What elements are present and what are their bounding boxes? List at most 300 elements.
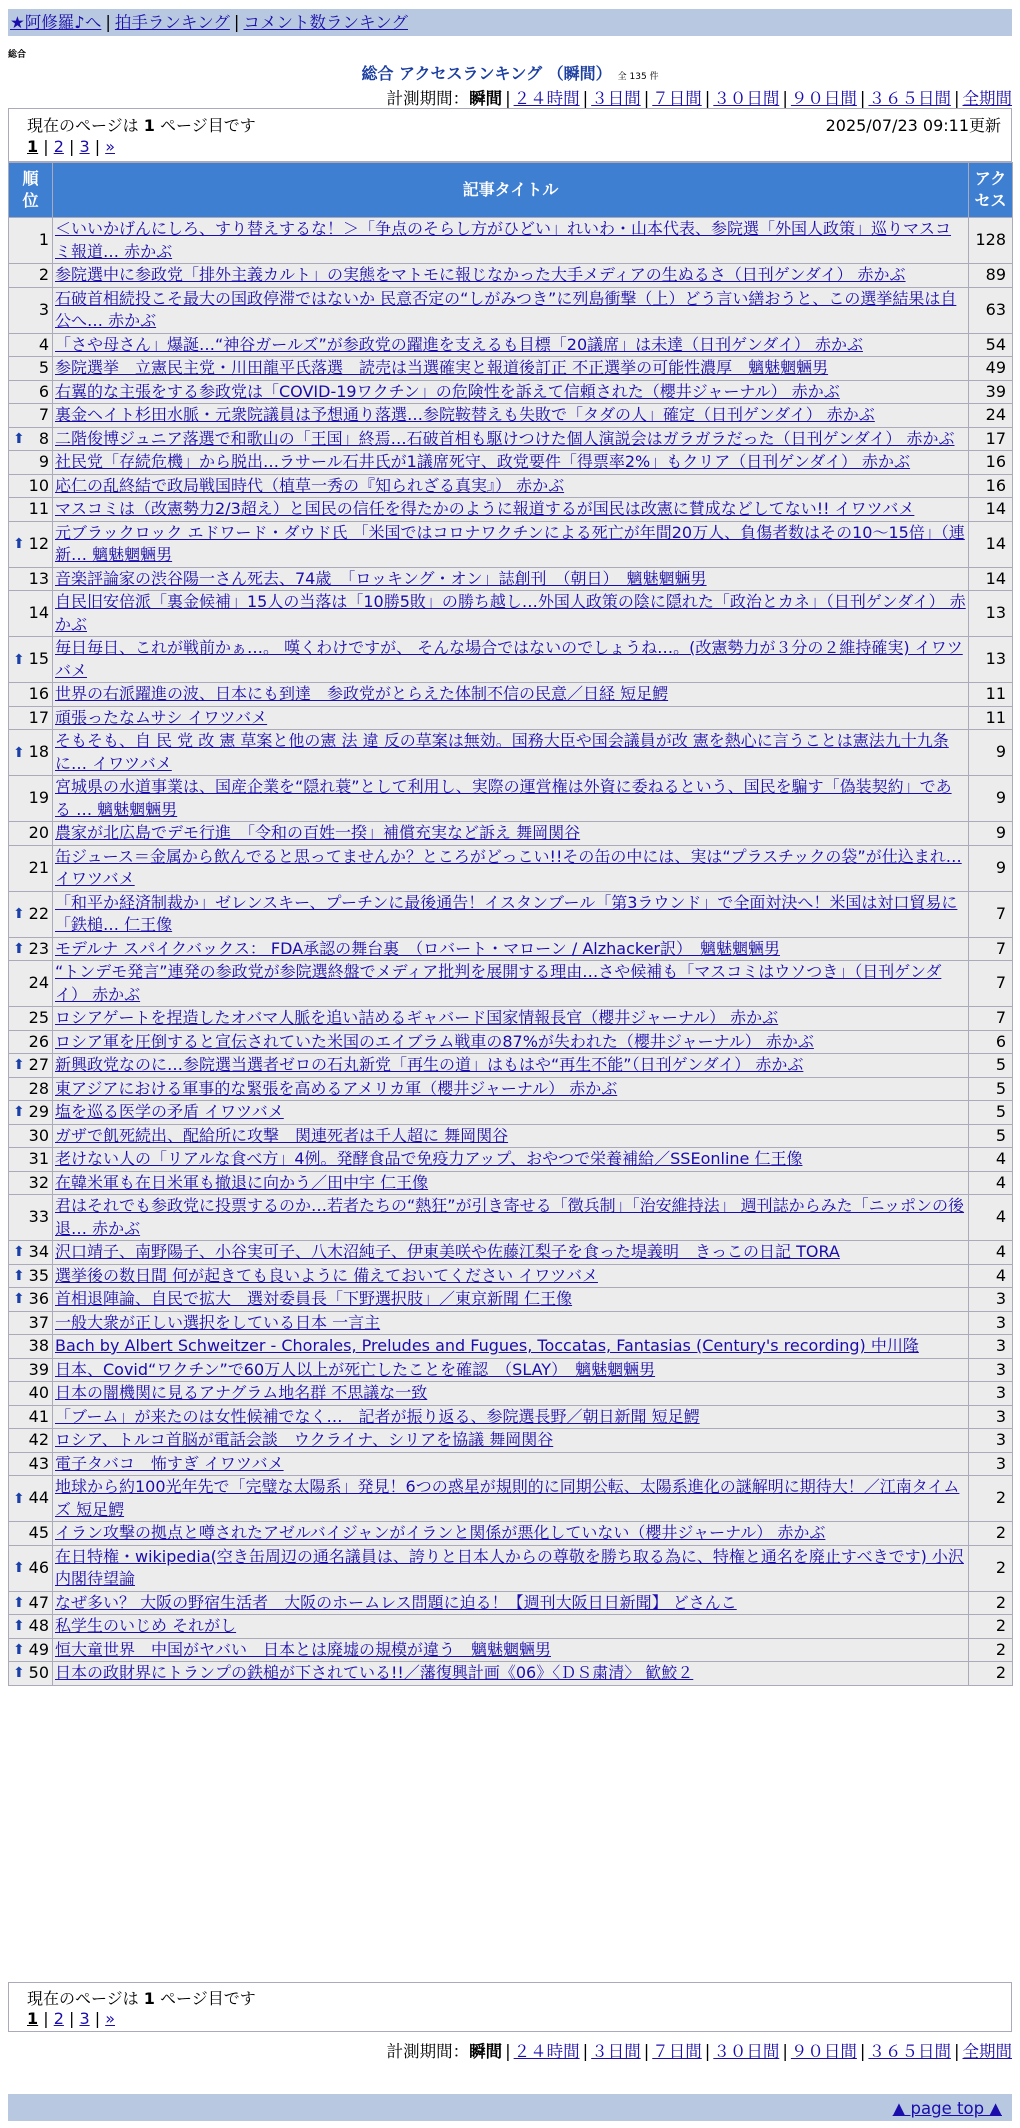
article-title-link[interactable]: 農家が北広島でデモ行進 「令和の百姓一揆」補償充実など訴え 舞岡関谷 — [55, 823, 581, 842]
rank-up-arrow-icon: ⬆ — [13, 1618, 25, 1634]
table-row — [9, 1171, 1013, 1195]
access-count: 9 — [969, 822, 1013, 846]
pager-page-link[interactable]: 2 — [53, 2009, 64, 2028]
title-cell — [53, 404, 969, 428]
access-count: 2 — [969, 1615, 1013, 1639]
period-link-1[interactable]: ３日間 — [591, 2042, 641, 2061]
rank-cell — [9, 1382, 53, 1406]
table-row — [9, 683, 1013, 707]
table-row — [9, 937, 1013, 961]
article-title-link[interactable]: 私学生のいじめ それがし — [55, 1616, 237, 1635]
table-row — [9, 357, 1013, 381]
article-title-link[interactable]: 「ブーム」が来たのは女性候補でなく… 記者が振り返る、参院選長野／朝日新聞 短足鰐 — [55, 1406, 700, 1426]
title-cell — [53, 776, 969, 822]
article-title-link[interactable]: 在韓米軍も在日米軍も撤退に向かう／田中宇 仁王像 — [55, 1172, 429, 1192]
rank-cell — [9, 822, 53, 846]
article-title-link[interactable]: 新興政党なのに…参院選当選者ゼロの石丸新党「再生の道」はもはや“再生不能”（日刊ゲンダイ） 赤かぶ — [55, 1055, 804, 1074]
period-separator: | — [704, 89, 711, 108]
period-separator: | — [505, 89, 511, 108]
rank-cell — [9, 218, 53, 264]
access-count: 6 — [969, 1030, 1013, 1054]
rank-up-arrow-icon: ⬆ — [13, 1291, 25, 1307]
col-rank-header: 順 位 — [9, 163, 53, 218]
pager-separator: | — [63, 2009, 80, 2028]
title-cell — [53, 961, 969, 1007]
rank-number: 8 — [38, 428, 49, 448]
pager-bottom — [27, 2009, 115, 2028]
title-cell — [53, 1054, 969, 1078]
table-row — [9, 1591, 1013, 1615]
rank-cell — [9, 706, 53, 730]
period-link-2[interactable]: ７日間 — [652, 89, 702, 108]
nav-separator: | — [233, 13, 240, 32]
article-title-link[interactable]: 世界の右派躍進の波、日本にも到達 参政党がとらえた体制不信の民意／日経 短足鰐 — [55, 684, 669, 703]
rank-number: 36 — [28, 1289, 49, 1308]
rank-number: 12 — [28, 533, 49, 553]
col-count-header: アク セス — [969, 163, 1013, 218]
rank-cell — [9, 637, 53, 683]
rank-number: 27 — [28, 1055, 49, 1074]
article-title-link[interactable]: 二階俊博ジュニア落選で和歌山の「王国」終焉…石破首相も駆けつけた個人演説会はガラガラだった（日刊ゲンダイ） 赤かぶ — [55, 428, 955, 448]
title-cell — [53, 357, 969, 381]
article-title-link[interactable]: 地球から約100光年先で「完璧な太陽系」発見！6つの惑星が規則的に同期公転、太陽系進化の謎解明に期待大！／江南タイムズ 短足鰐 — [55, 1477, 960, 1519]
article-title-link[interactable]: 頑張ったなムサシ イワツバメ — [55, 707, 268, 727]
title-cell — [53, 1591, 969, 1615]
rank-number: 25 — [28, 1008, 49, 1027]
rank-number: 9 — [38, 452, 49, 471]
access-count: 16 — [969, 474, 1013, 498]
page-top-link[interactable]: ▲ page top ▲ — [892, 2099, 1002, 2118]
article-title-link[interactable]: 恒大童世界 中国がヤバい 日本とは廃墟の規模が違う 魑魅魍魎男 — [55, 1639, 552, 1659]
rank-cell — [9, 380, 53, 404]
period-link-4[interactable]: ９０日間 — [790, 2042, 857, 2061]
rank-number: 26 — [28, 1031, 49, 1051]
title-cell — [53, 451, 969, 475]
rank-up-arrow-icon: ⬆ — [13, 1267, 25, 1284]
title-cell — [53, 474, 969, 498]
pager-next-link[interactable]: » — [105, 2009, 115, 2028]
rank-cell — [9, 1148, 53, 1172]
article-title-link[interactable]: 参院選挙 立憲民主党・川田龍平氏落選 読売は当選確実と報道後訂正 不正選挙の可能性濃厚 魑魅魍魎男 — [55, 358, 829, 377]
article-title-link[interactable]: 沢口靖子、南野陽子、小谷実可子、八木沼純子、伊東美咲や佐藤江梨子を食った堤義明 きっこの日記 TORA — [55, 1242, 840, 1261]
article-title-link[interactable]: そもそも、自 民 党 改 憲 草案と他の憲 法 違 反の草案は無効。国務大臣や国会議員が改 憲を熱心に言うことは憲法九十九条に… イワツバメ — [55, 731, 949, 773]
article-title-link[interactable]: 元ブラックロック エドワード・ダウド氏 「米国ではコロナワクチンによる死亡が年間20万人、負傷者数はその10～15倍」（連新… 魑魅魍魎男 — [55, 522, 965, 564]
pager-current-page[interactable]: 1 — [27, 2009, 39, 2028]
article-title-link[interactable]: 「さや母さん」爆誕…“神谷ガールズ”が参政党の躍進を支えるも目標「20議席」は未達（日刊ゲンダイ） 赤かぶ — [55, 334, 863, 354]
rank-number: 40 — [28, 1383, 49, 1402]
table-row — [9, 1615, 1013, 1639]
period-link-6[interactable]: 全期間 — [962, 2042, 1012, 2061]
rank-up-arrow-icon: ⬆ — [13, 940, 25, 957]
access-count: 3 — [969, 1335, 1013, 1359]
rank-number: 46 — [28, 1557, 49, 1577]
rank-up-arrow-icon: ⬆ — [13, 430, 25, 447]
table-row — [9, 1054, 1013, 1078]
period-separator: | — [953, 2042, 960, 2061]
rank-number: 24 — [28, 973, 49, 993]
pager-top — [27, 137, 115, 156]
period-link-5[interactable]: ３６５日間 — [868, 89, 951, 108]
title-cell — [53, 1077, 969, 1101]
article-title-link[interactable]: 裏金ヘイト杉田水脈・元衆院議員は予想通り落選…参院鞍替えも失敗で「タダの人」確定（日刊ゲンダイ） 赤かぶ — [55, 405, 875, 424]
title-cell — [53, 1358, 969, 1382]
access-count: 16 — [969, 451, 1013, 475]
access-count: 14 — [969, 521, 1013, 567]
title-cell — [53, 1030, 969, 1054]
access-count: 9 — [969, 845, 1013, 891]
period-link-5[interactable]: ３６５日間 — [868, 2042, 951, 2061]
rank-number: 35 — [28, 1265, 49, 1285]
rank-number: 34 — [28, 1242, 49, 1261]
table-row — [9, 1358, 1013, 1382]
rank-number: 7 — [38, 405, 49, 424]
article-title-link[interactable]: ＜いいかげんにしろ、すり替えするな！＞「争点のそらし方がひどい」れいわ・山本代表、参院選「外国人政策」巡りマスコミ報道… 赤かぶ — [55, 219, 952, 261]
title-cell — [53, 1382, 969, 1406]
rank-number: 6 — [38, 381, 49, 401]
table-row — [9, 1148, 1013, 1172]
period-link-0[interactable]: ２４時間 — [513, 89, 580, 108]
page-info-box-top — [8, 108, 1012, 162]
rank-number: 50 — [28, 1663, 49, 1682]
title-cell — [53, 287, 969, 333]
rank-up-arrow-icon: ⬆ — [13, 744, 25, 761]
table-row — [9, 1264, 1013, 1288]
access-count: 5 — [969, 1054, 1013, 1078]
article-title-link[interactable]: 参院選中に参政党「排外主義カルト」の実態をマトモに報じなかった大手メディアの生ぬるさ（日刊ゲンダイ） 赤かぶ — [55, 265, 906, 284]
rank-number: 41 — [28, 1406, 49, 1426]
title-cell — [53, 380, 969, 404]
rank-cell — [9, 474, 53, 498]
access-count: 13 — [969, 591, 1013, 637]
article-title-link[interactable]: ロシア軍を圧倒すると宣伝されていた米国のエイブラム戦車の87%が失われた（櫻井ジャーナル） 赤かぶ — [55, 1031, 814, 1051]
rank-cell — [9, 498, 53, 522]
pager-page-link[interactable]: 3 — [79, 137, 90, 156]
rank-up-arrow-icon: ⬆ — [13, 905, 25, 922]
table-row — [9, 1335, 1013, 1359]
access-count: 3 — [969, 1405, 1013, 1429]
rank-number: 22 — [28, 903, 49, 923]
title-cell — [53, 1195, 969, 1241]
table-row — [9, 1241, 1013, 1265]
rank-cell — [9, 1476, 53, 1522]
rank-number: 49 — [28, 1639, 49, 1659]
rank-number: 42 — [28, 1430, 49, 1449]
table-row — [9, 1545, 1013, 1591]
table-row — [9, 1476, 1013, 1522]
period-current: 瞬間 — [469, 89, 503, 108]
rank-cell — [9, 891, 53, 937]
article-title-link[interactable]: 音楽評論家の渋谷陽一さん死去、74歳 「ロッキング・オン」誌創刊 （朝日） 魑魅魍魎男 — [55, 568, 707, 588]
title-cell — [53, 637, 969, 683]
rank-number: 29 — [28, 1102, 49, 1121]
rank-cell — [9, 1638, 53, 1662]
title-cell — [53, 333, 969, 357]
table-row — [9, 1311, 1013, 1335]
article-title-link[interactable]: 日本の闇機関に見るアナグラム地名群 不思議な一致 — [55, 1383, 428, 1402]
period-label: 計測期間： — [386, 89, 470, 108]
table-row — [9, 845, 1013, 891]
article-title-link[interactable]: 社民党「存続危機」から脱出…ラサール石井氏が1議席死守、政党要件「得票率2%」もクリア（日刊ゲンダイ） 赤かぶ — [55, 452, 911, 471]
rank-up-arrow-icon: ⬆ — [13, 1244, 25, 1260]
table-row — [9, 822, 1013, 846]
access-count: 24 — [969, 404, 1013, 428]
article-title-link[interactable]: 毎日毎日、これが戦前かぁ…。 嘆くわけですが、 そんな場合ではないのでしょうね…。(改憲勢力が３分の２維持確実) イワツバメ — [55, 638, 963, 680]
article-title-link[interactable]: 電子タバコ 怖すぎ イワツバメ — [55, 1453, 284, 1473]
access-count: 9 — [969, 776, 1013, 822]
table-row — [9, 498, 1013, 522]
title-cell — [53, 1241, 969, 1265]
rank-cell — [9, 1171, 53, 1195]
period-link-0[interactable]: ２４時間 — [513, 2042, 580, 2061]
rank-number: 3 — [38, 299, 49, 319]
access-count: 128 — [969, 218, 1013, 264]
period-link-4[interactable]: ９０日間 — [790, 89, 857, 108]
title-cell — [53, 1615, 969, 1639]
rank-number: 5 — [38, 358, 49, 377]
access-count: 4 — [969, 1264, 1013, 1288]
page-info-text-bottom: 現在のページは 1 ページ目です — [27, 1989, 256, 2008]
rank-number: 19 — [28, 788, 49, 808]
article-title-link[interactable]: 日本、Covid“ワクチン”で60万人以上が死亡したことを確認 （SLAY） 魑魅魍魎男 — [55, 1359, 656, 1379]
period-separator: | — [643, 2042, 650, 2061]
rank-up-arrow-icon: ⬆ — [13, 1641, 25, 1658]
title-cell — [53, 1476, 969, 1522]
title-cell — [53, 706, 969, 730]
rank-cell — [9, 1311, 53, 1335]
title-cell — [53, 1288, 969, 1312]
access-count: 3 — [969, 1382, 1013, 1406]
top-navigation-bar — [8, 9, 1012, 36]
table-row — [9, 451, 1013, 475]
rank-up-arrow-icon: ⬆ — [13, 1104, 25, 1120]
article-title-link[interactable]: 在日特権・wikipedia(空き缶周辺の通名議員は、誇りと日本人からの尊敬を勝ち取る為に、特権と通名を廃止すべきです) 小沢内閣待望論 — [55, 1546, 964, 1588]
article-title-link[interactable]: Bach by Albert Schweitzer - Chorales, Preludes and Fugues, Toccatas, Fantasias (Century's recording) 中川隆 — [55, 1336, 919, 1355]
article-title-link[interactable]: 東アジアにおける軍事的な緊張を高めるアメリカ軍（櫻井ジャーナル） 赤かぶ — [55, 1078, 618, 1098]
ranking-table — [8, 162, 1013, 1686]
access-count: 39 — [969, 380, 1013, 404]
home-link[interactable]: ★阿修羅♪へ — [10, 13, 102, 32]
rank-cell — [9, 1429, 53, 1453]
article-title-link[interactable]: 塩を巡る医学の矛盾 イワツバメ — [55, 1102, 284, 1121]
rank-cell — [9, 591, 53, 637]
table-header-row — [9, 163, 1013, 218]
rank-number: 13 — [28, 568, 49, 588]
pager-separator: | — [89, 2009, 106, 2028]
rank-number: 4 — [38, 334, 49, 354]
rank-cell — [9, 1335, 53, 1359]
col-title-header: 記事タイトル — [53, 163, 969, 218]
access-count: 5 — [969, 1101, 1013, 1125]
article-title-link[interactable]: 石破首相続投こそ最大の国政停滞ではないか 民意否定の“しがみつき”に列島衝撃（上）どう言い繕おうと、この選挙結果は自公へ… 赤かぶ — [55, 288, 957, 330]
table-row — [9, 1007, 1013, 1031]
pager-separator: | — [38, 137, 54, 156]
pager-page-link[interactable]: 2 — [53, 137, 64, 156]
rank-cell — [9, 1124, 53, 1148]
article-title-link[interactable]: 一般大衆が正しい選択をしている日本 一言主 — [55, 1312, 381, 1332]
title-cell — [53, 1429, 969, 1453]
title-cell — [53, 264, 969, 288]
rank-number: 17 — [28, 707, 49, 727]
rank-cell — [9, 264, 53, 288]
total-count: 全 135 件 — [617, 72, 659, 82]
title-cell — [53, 891, 969, 937]
article-title-link[interactable]: 首相退陣論、自民で拡大 選対委員長「下野選択肢」／東京新聞 仁王像 — [55, 1289, 573, 1308]
rank-up-arrow-icon: ⬆ — [13, 1665, 25, 1681]
bottom-bar — [8, 2094, 1012, 2121]
title-cell — [53, 427, 969, 451]
article-title-link[interactable]: 老けない人の「リアルな食べ方」4例。発酵食品で免疫力アップ、おやつで栄養補給／SSEonline 仁王像 — [55, 1149, 803, 1168]
rank-cell — [9, 683, 53, 707]
title-cell — [53, 1124, 969, 1148]
table-row — [9, 730, 1013, 776]
table-row — [9, 333, 1013, 357]
pager-current-page[interactable]: 1 — [27, 137, 39, 156]
table-row — [9, 1077, 1013, 1101]
title-cell — [53, 683, 969, 707]
access-count: 7 — [969, 1007, 1013, 1031]
rank-cell — [9, 1264, 53, 1288]
table-row — [9, 1030, 1013, 1054]
article-title-link[interactable]: マスコミは（改憲勢力2/3超え）と国民の信任を得たかのように報道するが国民は改憲に賛成などしてない!! イワツバメ — [55, 499, 915, 518]
access-count: 13 — [969, 637, 1013, 683]
rank-number: 15 — [28, 649, 49, 669]
title-cell — [53, 1148, 969, 1172]
rank-up-arrow-icon: ⬆ — [13, 1057, 25, 1073]
period-link-1[interactable]: ３日間 — [591, 89, 641, 108]
period-separator: | — [859, 2042, 866, 2061]
article-title-link[interactable]: 日本の政財界にトランプの鉄槌が下されている!!／藩復興計画《06》〈ＤＳ粛清〉 歓鮫２ — [55, 1663, 694, 1682]
access-count: 3 — [969, 1429, 1013, 1453]
rank-number: 33 — [28, 1207, 49, 1227]
period-current: 瞬間 — [469, 2042, 503, 2061]
access-count: 63 — [969, 287, 1013, 333]
article-title-link[interactable]: 缶ジュース＝金属から飲んでると思ってませんか？ところがどっこい!!その缶の中には、実は“プラスチックの袋”が仕込まれ… イワツバメ — [55, 846, 962, 888]
period-link-6[interactable]: 全期間 — [962, 89, 1012, 108]
article-title-link[interactable]: ロシア、トルコ首脳が電話会談 ウクライナ、シリアを協議 舞岡関谷 — [55, 1430, 554, 1449]
period-link-3[interactable]: ３０日間 — [713, 89, 780, 108]
article-title-link[interactable]: なぜ多い？ 大阪の野宿生活者 大阪のホームレス問題に迫る！【週刊大阪日日新聞】 どさんこ — [55, 1592, 737, 1612]
table-row — [9, 1382, 1013, 1406]
pager-page-link[interactable]: 3 — [79, 2009, 90, 2028]
access-count: 3 — [969, 1288, 1013, 1312]
access-count: 54 — [969, 333, 1013, 357]
rank-cell — [9, 1545, 53, 1591]
title-cell — [53, 1101, 969, 1125]
pager-separator: | — [89, 137, 106, 156]
access-count: 3 — [969, 1311, 1013, 1335]
period-label: 計測期間： — [386, 2042, 470, 2061]
table-row — [9, 264, 1013, 288]
title-cell — [53, 1405, 969, 1429]
article-title-link[interactable]: 宮城県の水道事業は、国産企業を“隠れ蓑”として利用し、実際の運営権は外資に委ねるという、国民を騙す「偽装契約」である … 魑魅魍魎男 — [55, 777, 952, 819]
period-separator: | — [505, 2042, 511, 2061]
access-count: 2 — [969, 1522, 1013, 1546]
title-cell — [53, 521, 969, 567]
title-cell — [53, 591, 969, 637]
article-title-link[interactable]: 自民旧安倍派「裏金候補」15人の当落は「10勝5敗」の勝ち越し…外国人政策の陰に隠れた「政治とカネ」（日刊ゲンダイ） 赤かぶ — [55, 592, 966, 634]
rank-number: 28 — [28, 1078, 49, 1098]
rank-cell — [9, 1615, 53, 1639]
rank-up-arrow-icon: ⬆ — [13, 651, 25, 668]
title-cell — [53, 1171, 969, 1195]
table-row — [9, 427, 1013, 451]
article-title-link[interactable]: 応仁の乱終結で政局戦国時代（植草一秀の『知られざる真実』） 赤かぶ — [55, 475, 565, 495]
article-title-link[interactable]: ロシアゲートを捏造したオバマ人脈を追い詰めるギャバード国家情報長官（櫻井ジャーナル） 赤かぶ — [55, 1008, 779, 1027]
table-row — [9, 637, 1013, 683]
table-row — [9, 521, 1013, 567]
rank-cell — [9, 1288, 53, 1312]
title-cell — [53, 1335, 969, 1359]
period-link-2[interactable]: ７日間 — [652, 2042, 702, 2061]
category-label: 総合 — [8, 50, 27, 60]
rank-number: 21 — [28, 857, 49, 877]
period-separator: | — [582, 2042, 589, 2061]
rank-number: 16 — [28, 684, 49, 703]
table-row — [9, 1405, 1013, 1429]
article-title-link[interactable]: イラン攻撃の拠点と噂されたアゼルバイジャンがイランと関係が悪化していない（櫻井ジャーナル） 赤かぶ — [55, 1523, 826, 1542]
access-count: 2 — [969, 1476, 1013, 1522]
rank-cell — [9, 1241, 53, 1265]
rank-cell — [9, 1405, 53, 1429]
rank-number: 32 — [28, 1172, 49, 1192]
applause-ranking-link[interactable]: 拍手ランキング — [114, 13, 230, 32]
article-title-link[interactable]: “トンデモ発言”連発の参政党が参院選終盤でメディア批判を展開する理由…さや候補も「マスコミはウソつき」（日刊ゲンダイ） 赤かぶ — [55, 962, 942, 1004]
table-row — [9, 1452, 1013, 1476]
page-title — [0, 61, 1020, 84]
rank-cell — [9, 357, 53, 381]
article-title-link[interactable]: 選挙後の数日間 何が起きても良いように 備えておいてください イワツバメ — [55, 1265, 598, 1285]
access-count: 17 — [969, 427, 1013, 451]
table-row — [9, 474, 1013, 498]
table-row — [9, 1522, 1013, 1546]
page-info-text: 現在のページは 1 ページ目です — [27, 116, 256, 135]
period-link-3[interactable]: ３０日間 — [713, 2042, 780, 2061]
title-cell — [53, 937, 969, 961]
article-title-link[interactable]: 「和平か経済制裁か」ゼレンスキー、プーチンに最後通告！イスタンブール「第3ラウンド」で全面対決へ！米国は対口貿易に「鉄槌… 仁王像 — [55, 892, 958, 934]
article-title-link[interactable]: ガザで飢死続出、配給所に攻撃 関連死者は千人超に 舞岡関谷 — [55, 1125, 509, 1145]
access-count: 14 — [969, 567, 1013, 591]
table-row — [9, 1662, 1013, 1686]
table-row — [9, 591, 1013, 637]
rank-number: 38 — [28, 1336, 49, 1355]
rank-cell — [9, 1101, 53, 1125]
title-cell — [53, 1007, 969, 1031]
pager-next-link[interactable]: » — [105, 137, 115, 156]
article-title-link[interactable]: 君はそれでも参政党に投票するのか…若者たちの“熱狂”が引き寄せる「徴兵制」「治安維持法」 週刊誌からみた「ニッポンの後退… 赤かぶ — [55, 1196, 965, 1238]
access-count: 89 — [969, 264, 1013, 288]
comment-ranking-link[interactable]: コメント数ランキング — [243, 13, 408, 32]
article-title-link[interactable]: モデルナ スパイクバックス： FDA承認の舞台裏 （ロバート・マローン / Alzhacker訳） 魑魅魍魎男 — [55, 938, 781, 958]
access-count: 2 — [969, 1545, 1013, 1591]
access-count: 2 — [969, 1638, 1013, 1662]
rank-cell — [9, 1591, 53, 1615]
title-cell — [53, 1452, 969, 1476]
table-row — [9, 1101, 1013, 1125]
title-cell — [53, 1638, 969, 1662]
rank-cell — [9, 1007, 53, 1031]
rank-number: 44 — [28, 1488, 49, 1508]
table-row — [9, 404, 1013, 428]
title-cell — [53, 1522, 969, 1546]
article-title-link[interactable]: 右翼的な主張をする参政党は「COVID-19ワクチン」の危険性を訴えて信頼された（櫻井ジャーナル） 赤かぶ — [55, 381, 840, 401]
access-count: 14 — [969, 498, 1013, 522]
period-separator: | — [859, 89, 866, 108]
table-row — [9, 287, 1013, 333]
access-count: 2 — [969, 1591, 1013, 1615]
rank-cell — [9, 730, 53, 776]
rank-cell — [9, 521, 53, 567]
rank-number: 20 — [28, 823, 49, 842]
